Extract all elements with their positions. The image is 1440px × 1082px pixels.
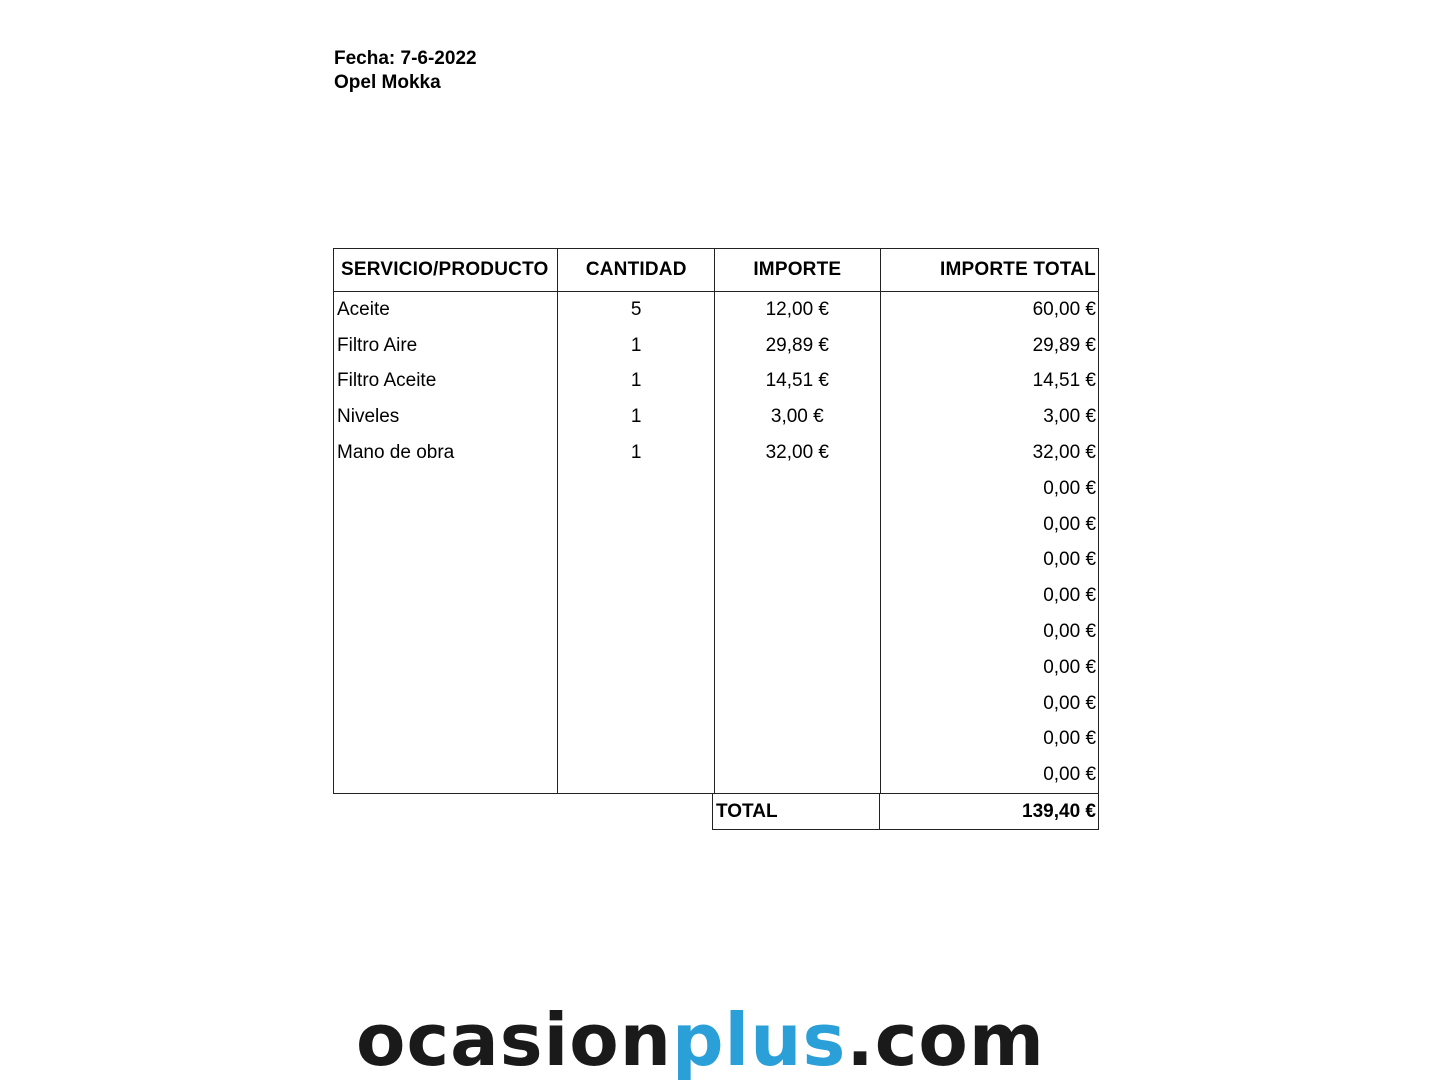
cell-price [714,507,880,543]
cell-quantity: 1 [557,435,714,471]
cell-total: 0,00 € [880,686,1098,722]
cell-service [334,686,557,722]
logo-part-ocasion: ocasion [356,998,672,1082]
cell-price: 12,00 € [714,292,880,328]
cell-price [714,686,880,722]
table-row [334,578,1098,614]
total-spacer [333,794,712,830]
cell-price: 32,00 € [714,435,880,471]
cell-price [714,543,880,579]
cell-quantity [557,543,714,579]
cell-quantity [557,757,714,793]
cell-total: 0,00 € [880,507,1098,543]
column-header-service: SERVICIO/PRODUCTO [341,259,549,280]
table-row [334,650,1098,686]
cell-price: 3,00 € [714,399,880,435]
cell-total: 0,00 € [880,578,1098,614]
cell-service [334,757,557,793]
table-row [334,328,1098,364]
cell-price: 14,51 € [714,364,880,400]
cell-total: 32,00 € [880,435,1098,471]
cell-service: Filtro Aire [337,334,418,356]
document-header [334,47,477,95]
cell-service [334,471,557,507]
cell-price [714,757,880,793]
cell-total: 0,00 € [880,614,1098,650]
table-row [334,686,1098,722]
column-header-quantity: CANTIDAD [557,249,714,291]
column-header-total: IMPORTE TOTAL [880,249,1098,291]
cell-quantity [557,471,714,507]
cell-quantity [557,578,714,614]
cell-quantity [557,614,714,650]
table-body [333,292,1099,794]
cell-quantity: 1 [557,364,714,400]
cell-total: 0,00 € [880,722,1098,758]
cell-price: 29,89 € [714,328,880,364]
column-header-price: IMPORTE [714,249,880,291]
cell-quantity [557,650,714,686]
cell-total: 60,00 € [880,292,1098,328]
cell-quantity [557,507,714,543]
cell-quantity: 1 [557,328,714,364]
logo-part-plus: plus [672,998,847,1082]
cell-price [714,722,880,758]
cell-service: Aceite [337,298,390,320]
total-box [712,794,1099,830]
cell-total: 14,51 € [880,364,1098,400]
cell-service [334,650,557,686]
cell-price [714,471,880,507]
cell-total: 0,00 € [880,471,1098,507]
cell-service [334,543,557,579]
cell-price [714,650,880,686]
table-row [334,722,1098,758]
table-row [334,614,1098,650]
cell-total: 29,89 € [880,328,1098,364]
cell-service [334,507,557,543]
total-label: TOTAL [716,800,778,822]
logo-part-com: .com [846,998,1045,1082]
vehicle-line: Opel Mokka [334,72,441,93]
cell-service: Niveles [337,406,400,428]
cell-service [334,578,557,614]
table-row [334,471,1098,507]
cell-price [714,578,880,614]
cell-quantity [557,722,714,758]
cell-quantity: 5 [557,292,714,328]
table-row [334,364,1098,400]
cell-service: Mano de obra [337,442,455,464]
total-value: 139,40 € [879,794,1098,829]
cell-service [334,614,557,650]
cell-total: 3,00 € [880,399,1098,435]
table-row [334,507,1098,543]
cell-quantity [557,686,714,722]
total-row [333,794,1099,830]
table-row [334,435,1098,471]
table-header-row [333,248,1099,292]
brand-logo [356,1000,1086,1080]
cell-service: Filtro Aceite [337,370,437,392]
cell-total: 0,00 € [880,543,1098,579]
table-row [334,757,1098,793]
invoice-table [333,248,1099,830]
cell-service [334,722,557,758]
table-row [334,399,1098,435]
table-row [334,292,1098,328]
table-row [334,543,1098,579]
date-line: Fecha: 7-6-2022 [334,48,477,69]
cell-total: 0,00 € [880,757,1098,793]
cell-price [714,614,880,650]
cell-total: 0,00 € [880,650,1098,686]
cell-quantity: 1 [557,399,714,435]
